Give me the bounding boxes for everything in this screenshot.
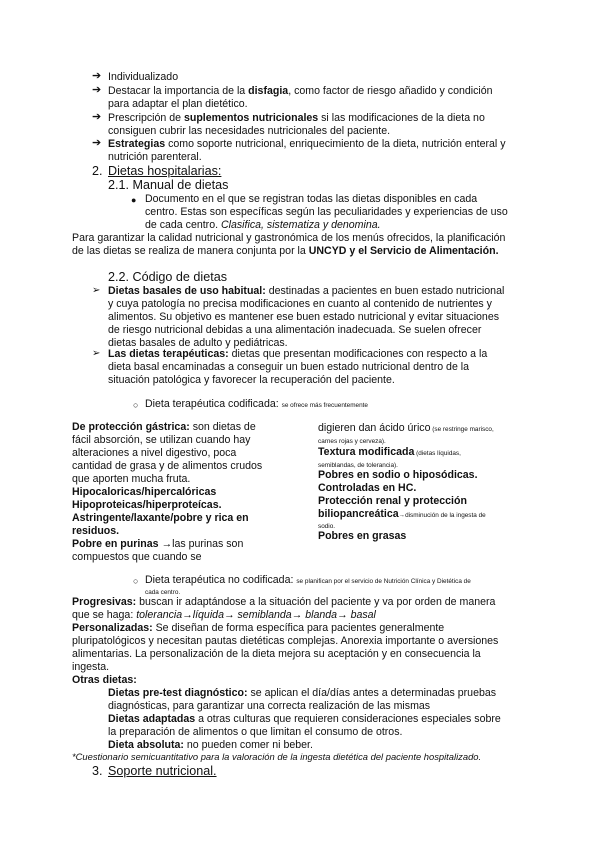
codificada-label: Dieta terapéutica codificada: se ofrece más frecuentemente [145,398,368,410]
bullet-suplementos: Prescripción de suplementos nutricionales si las modificaciones de la dieta no [108,112,485,124]
gastrica-line-3: alteraciones a nivel digestivo, poca [72,447,237,459]
grasas-line: Pobres en grasas [318,530,407,542]
subsection-2-2-title: 2.2. Código de dietas [108,270,228,284]
terap-line-3: situación patológica y favorecer la recuperación del paciente. [108,374,395,386]
hipoproteicas-line: Hipoproteicas/hiperproteícas. [72,499,222,511]
section-3-title: Soporte nutricional. [108,764,217,778]
bullet-individualizado: Individualizado [108,71,179,83]
personalizadas-line-1: Personalizadas: Se diseñan de forma específica para pacientes generalmente [72,622,445,634]
basal-line-5: dietas basales de adulto y pediátricas. [108,337,288,349]
purinas-line-2: compuestos que cuando se [72,551,202,563]
personalizadas-line-2: pluripatológicos y necesitan pautas dietéticas complejas. Anorexia importante o aversiones [72,635,499,647]
basal-line-3: alimentos. Su objetivo es mantener ese buen estado nutricional y evitar situaciones [108,311,500,323]
gastrica-line-5: que aporten mucha fruta. [72,473,191,485]
personalizadas-line-3: alimentarias. La personalización de la dieta mejora su aceptación y en consecuencia la [72,648,481,660]
arrow-bullet-icon: ➔ [92,137,102,149]
basal-line-2: y cuya patología no precisa modificaciones en cuanto al contenido de nutrientes y [108,298,492,310]
bullet-estrategias-cont: nutrición parenteral. [108,151,202,163]
adaptadas-line-2: la preparación de alimentos o que limitan el consumo de otros. [108,726,403,738]
terap-line-1: Las dietas terapéuticas: dietas que presentan modificaciones con respecto a la [108,348,488,360]
pretest-line-2: diagnósticas, para garantizar una correcta realización de las mismas [108,700,431,712]
astringente-line-2: residuos. [72,525,120,537]
basal-line-1: Dietas basales de uso habitual: destinadas a pacientes en buen estado nutricional [108,285,505,297]
adaptadas-line-1: Dietas adaptadas a otras culturas que requieren consideraciones especiales sobre [108,713,501,725]
personalizadas-line-4: ingesta. [72,661,110,673]
textura-line-2: semiblandas, de tolerancia). [318,462,398,469]
progresivas-line-2: que se haga: tolerancia→líquida→ semiblanda→ blanda→ basal [72,609,376,621]
section-3-number: 3. [92,764,103,778]
circle-bullet-icon: ○ [133,400,139,410]
no-codificada-note-2: cada centro. [145,589,181,596]
arrow-bullet-icon: ➔ [92,70,102,82]
progresivas-line-1: Progresivas: buscan ir adaptándose a la situación del paciente y va por orden de manera [72,596,496,608]
arrow-bullet-icon: ➔ [92,111,102,123]
otras-dietas-title: Otras dietas: [72,674,137,686]
hc-line: Controladas en HC. [318,482,417,494]
hipocaloricas-line: Hipocaloricas/hipercalóricas [72,486,217,498]
proteccion-line-3: sodio. [318,523,336,530]
bullet-disfagia-cont: para adaptar el plan dietético. [108,98,248,110]
triangle-bullet-icon: ➢ [92,348,101,359]
astringente-line-1: Astringente/laxante/pobre y rica en [72,512,249,524]
gastrica-line-1: De protección gástrica: son dietas de [72,421,256,433]
gastrica-line-4: cantidad de grasa y de alimentos crudos [72,460,263,472]
subsection-2-1-title: 2.1. Manual de dietas [108,178,229,192]
cuestionario-note: *Cuestionario semicuantitativo para la valoración de la ingesta dietética del paciente hospitalizado. [72,751,482,762]
circle-bullet-icon: ○ [133,576,139,586]
bullet-disfagia: Destacar la importancia de la disfagia, como factor de riesgo añadido y condición [108,85,493,97]
proteccion-line-2: biliopancreática→disminución de la ingesta de [318,508,486,520]
terap-line-2: dieta basal encaminadas a conseguir un buen estado nutricional dentro de la [108,361,470,373]
basal-line-4: de riesgo nutricional debidas a una alimentación inadecuada. Se suelen ofrecer [108,324,482,336]
triangle-bullet-icon: ➢ [92,285,101,296]
calidad-paragraph-line-1: Para garantizar la calidad nutricional y gastronómica de los menús ofrecidos, la planificación [72,232,506,244]
bullet-estrategias: Estrategias como soporte nutricional, enriquecimiento de la dieta, nutrición enteral y [108,138,506,150]
calidad-paragraph-line-2: de las dietas se realiza de manera conjunta por la UNCYD y el Servicio de Alimentación. [72,245,499,257]
bullet-dot-icon: ● [131,195,137,205]
proteccion-line-1: Protección renal y protección [318,495,467,507]
gastrica-line-2: fácil absorción, se utilizan cuando hay [72,434,251,446]
absoluta-line: Dieta absoluta: no pueden comer ni beber. [108,739,313,751]
manual-bullet-line-2: centro. Estas son específicas según las peculiaridades y experiencias de uso [145,206,508,218]
purinas-line-1: Pobre en purinas →las purinas son [72,538,244,550]
manual-bullet-line-1: Documento en el que se registran todas las dietas disponibles en cada [145,193,478,205]
no-codificada-label: Dieta terapéutica no codificada: se planifican por el servicio de Nutrición Clínica y Dietética de [145,574,471,586]
digieren-line-2: carnes rojas y cerveza). [318,438,386,445]
sodio-line: Pobres en sodio o hiposódicas. [318,469,478,481]
manual-bullet-line-3: de cada centro. Clasifica, sistematiza y denomina. [145,219,381,231]
section-2-number: 2. [92,164,103,178]
bullet-suplementos-cont: consiguen cubrir las necesidades nutricionales del paciente. [108,125,391,137]
pretest-line-1: Dietas pre-test diagnóstico: se aplican el día/días antes a determinadas pruebas [108,687,497,699]
arrow-bullet-icon: ➔ [92,84,102,96]
textura-line-1: Textura modificada (dietas líquidas, [318,446,461,458]
section-2-title: Dietas hospitalarias: [108,164,222,178]
digieren-line-1: digieren dan ácido úrico (se restringe marisco, [318,422,494,434]
